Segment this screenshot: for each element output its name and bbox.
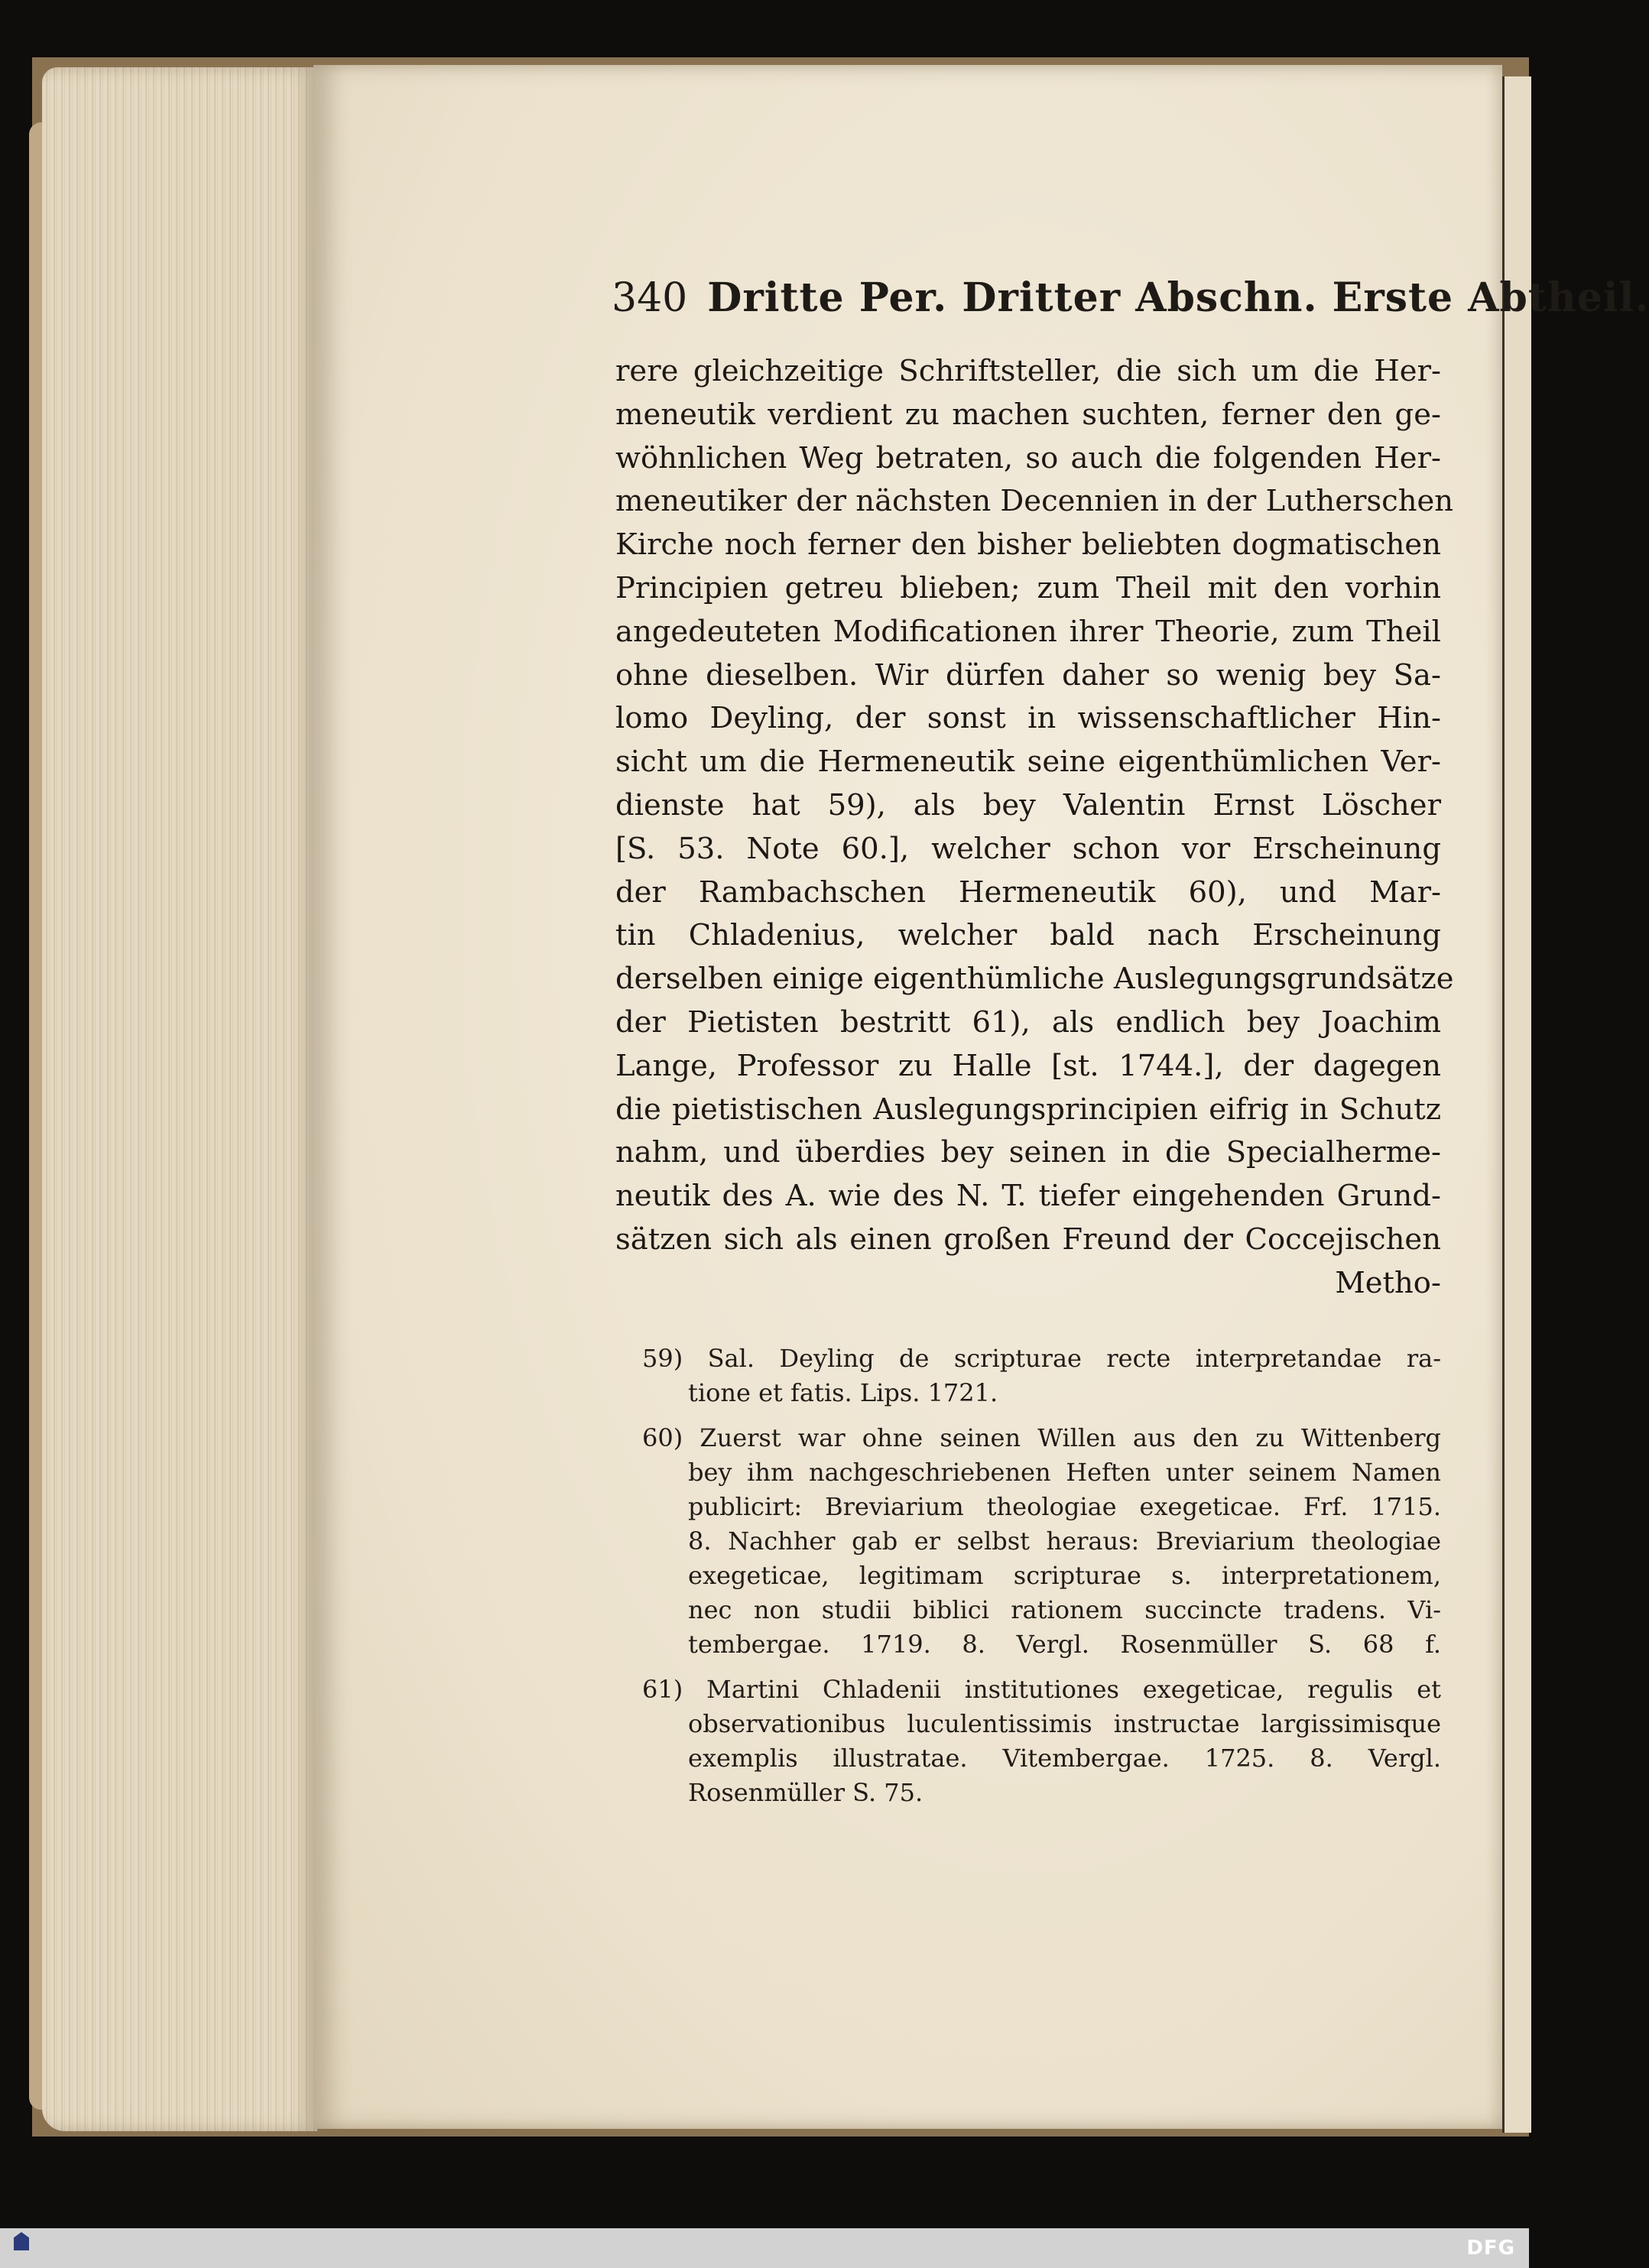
page-number: 340 (612, 275, 688, 321)
main-text (615, 350, 1454, 1306)
footnote-line: exegeticae, legitimam scripturae s. interpretationem, (688, 1561, 1441, 1590)
library-logo-icon (8, 2232, 35, 2264)
text-line: tin Chladenius, welcher bald nach Erscheinung (615, 918, 1441, 953)
text-line: meneutik verdient zu machen suchten, ferner den ge- (615, 397, 1441, 432)
footnote-line: observationibus luculentissimis instructae largissimisque (688, 1709, 1441, 1738)
text-line: Principien getreu blieben; zum Theil mit den vorhin (615, 570, 1441, 605)
footnote-line: 61) Martini Chladenii institutiones exegeticae, regulis et (642, 1675, 1441, 1704)
text-line: Lange, Professor zu Halle [st. 1744.], der dagegen (615, 1048, 1441, 1083)
text-line: lomo Deyling, der sonst in wissenschaftlicher Hin- (615, 701, 1441, 736)
text-line: rere gleichzeitige Schriftsteller, die sich um die Her- (615, 354, 1441, 388)
footnote-59 (642, 1342, 1441, 1410)
footnotes (642, 1342, 1441, 1821)
footnote-line: Rosenmüller S. 75. (688, 1778, 924, 1807)
running-head (612, 268, 1649, 321)
footnote-line: tione et fatis. Lips. 1721. (688, 1378, 998, 1407)
text-line: der Rambachschen Hermeneutik 60), und Mar- (615, 874, 1441, 910)
footnote-line: publicirt: Breviarium theologiae exegeticae. Frf. 1715. (688, 1492, 1441, 1521)
viewer-footer-bar (0, 2228, 1529, 2268)
text-line: Kirche noch ferner den bisher beliebten dogmatischen (615, 527, 1441, 563)
page-stack-edge (42, 67, 317, 2131)
running-title: Dritte Per. Dritter Abschn. Erste Abtheil. (707, 274, 1649, 321)
text-line: wöhnlichen Weg betraten, so auch die folgenden Her- (615, 440, 1441, 475)
text-line: angedeuteten Modificationen ihrer Theorie, zum Theil (615, 614, 1441, 649)
text-line: meneutiker der nächsten Decennien in der Lutherschen (615, 484, 1454, 519)
text-line: ohne dieselben. Wir dürfen daher so wenig bey Sa- (615, 657, 1441, 693)
text-line: [S. 53. Note 60.], welcher schon vor Erscheinung (615, 831, 1441, 866)
footnote-61 (642, 1673, 1441, 1810)
footnote-line: 60) Zuerst war ohne seinen Willen aus den zu Wittenberg (642, 1423, 1441, 1452)
text-line: sicht um die Hermeneutik seine eigenthümlichen Ver- (615, 745, 1441, 780)
text-line: derselben einige eigenthümliche Auslegungsgrundsätze (615, 962, 1454, 997)
text-line: dienste hat 59), als bey Valentin Ernst Löscher (615, 787, 1441, 823)
text-line: der Pietisten bestritt 61), als endlich bey Joachim (615, 1004, 1441, 1040)
facing-page-edge (1502, 76, 1531, 2133)
footnote-line: 8. Nachher gab er selbst heraus: Breviarium theologiae (688, 1527, 1441, 1556)
text-line: sätzen sich als einen großen Freund der Coccejischen (615, 1222, 1441, 1257)
footnote-line: nec non studii biblici rationem succincte tradens. Vi- (688, 1595, 1441, 1624)
footnote-60 (642, 1421, 1441, 1662)
catchword: Metho- (1335, 1265, 1441, 1300)
footnote-line: exemplis illustratae. Vitembergae. 1725. 8. Vergl. (688, 1744, 1441, 1773)
footnote-line: bey ihm nachgeschriebenen Heften unter seinem Namen (688, 1458, 1441, 1487)
dfg-logo: DFG (1466, 2237, 1515, 2260)
text-line: die pietistischen Auslegungsprincipien eifrig in Schutz (615, 1092, 1441, 1127)
footnote-line: 59) Sal. Deyling de scripturae recte interpretandae ra- (642, 1344, 1441, 1373)
text-line: nahm, und überdies bey seinen in die Specialherme- (615, 1135, 1441, 1170)
footnote-line: tembergae. 1719. 8. Vergl. Rosenmüller S. 68 f. (688, 1630, 1441, 1659)
text-line: neutik des A. wie des N. T. tiefer eingehenden Grund- (615, 1179, 1441, 1214)
